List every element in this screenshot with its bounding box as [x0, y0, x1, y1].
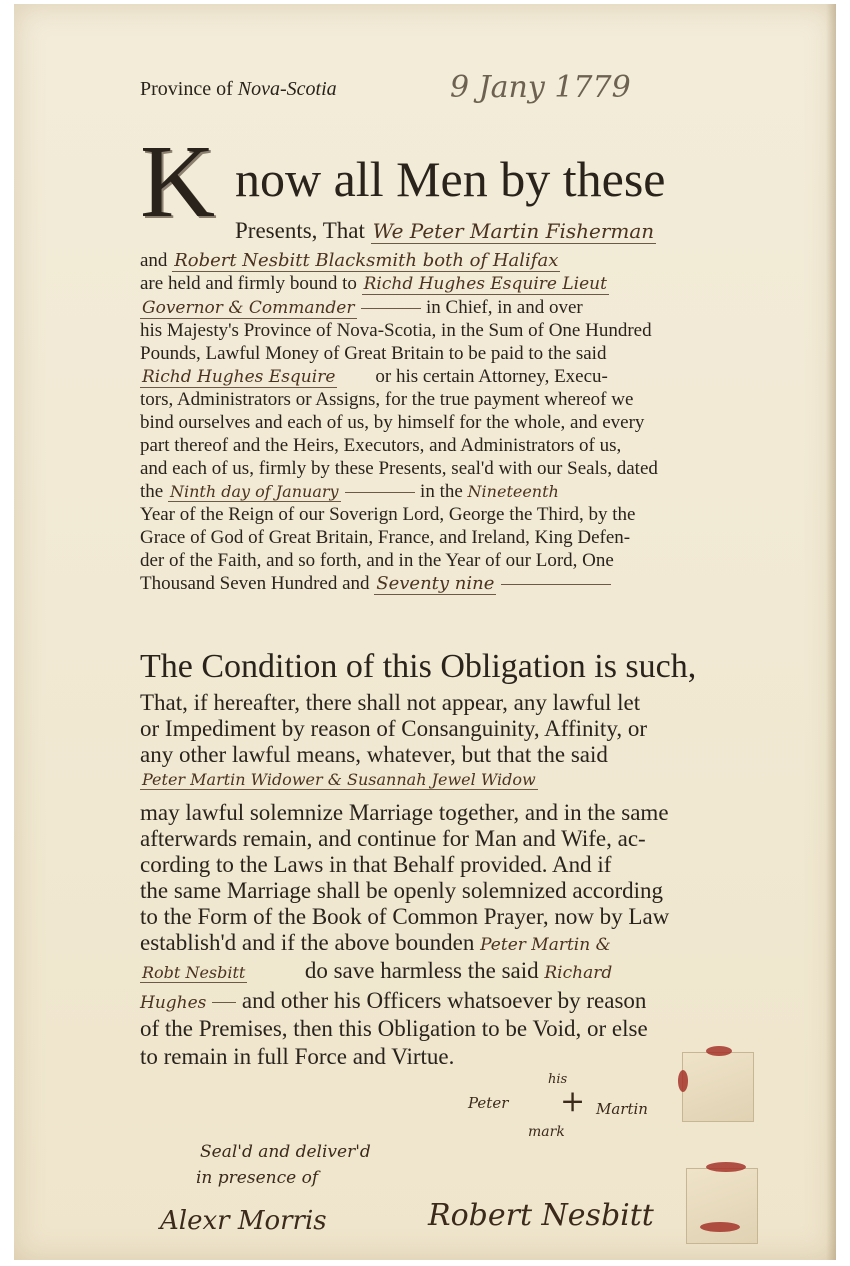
bond-line-13: Year of the Reign of our Soverign Lord, George the Third, by the	[140, 504, 636, 525]
witness-signature: Alexr Morris	[160, 1206, 327, 1236]
date-annotation: 9 Jany 1779	[450, 70, 631, 105]
paper-edge	[826, 4, 836, 1260]
condition-line-5: afterwards remain, and continue for Man and Wife, ac-	[140, 826, 646, 851]
obligee-handwriting: Richd Hughes Esquire Lieut	[363, 274, 607, 294]
date-handwriting: Ninth day of January	[169, 482, 339, 501]
bond-line-7: Richd Hughes Esquire or his certain Attorney, Execu-	[142, 366, 608, 387]
condition-line-7: the same Marriage shall be openly solemnized according	[140, 878, 664, 903]
condition-line-3: any other lawful means, whatever, but that the said	[140, 742, 608, 767]
condition-line-13: to remain in full Force and Virtue.	[140, 1044, 455, 1069]
his-text: his	[548, 1072, 568, 1087]
year-handwriting: Seventy nine	[376, 573, 495, 594]
obligors-handwriting: We Peter Martin Fisherman	[372, 219, 655, 243]
title-heading: now all Men by these	[235, 151, 666, 207]
bounden-handwriting: Peter Martin &	[480, 935, 611, 955]
bond-line-6: Pounds, Lawful Money of Great Britain to be paid to the said	[140, 343, 607, 364]
mark-text: mark	[528, 1124, 565, 1140]
bond-line-1: Presents, That We Peter Martin Fisherman	[235, 218, 655, 243]
bond-line-3: are held and firmly bound to Richd Hughes Esquire Lieut	[140, 273, 607, 294]
bond-line-4: Governor & Commander in Chief, in and over	[142, 297, 583, 318]
peter-signature: Peter	[468, 1094, 509, 1112]
condition-line-2: or Impediment by reason of Consanguinity, Affinity, or	[140, 716, 647, 741]
bond-line-10: part thereof and the Heirs, Executors, and Administrators of us,	[140, 435, 622, 456]
condition-line-8: to the Form of the Book of Common Prayer, now by Law	[140, 904, 670, 929]
bond-line-2: and Robert Nesbitt Blacksmith both of Halifax	[140, 250, 559, 271]
condition-line-10: Robt Nesbitt do save harmless the said Richard	[142, 958, 613, 983]
wax-seal-2	[706, 1162, 746, 1172]
bond-line-14: Grace of God of Great Britain, France, and Ireland, King Defen-	[140, 527, 631, 548]
bounden-handwriting-2: Robt Nesbitt	[142, 963, 246, 982]
bond-line-11: and each of us, firmly by these Presents, seal'd with our Seals, dated	[140, 458, 658, 479]
condition-line-1: That, if hereafter, there shall not appear, any lawful let	[140, 690, 641, 715]
parties-handwriting: Peter Martin Widower & Susannah Jewel Widow	[142, 770, 536, 789]
condition-line-9: establish'd and if the above bounden Peter Martin &	[140, 930, 611, 955]
regnal-year-handwriting: Nineteenth	[467, 482, 559, 501]
seal-tab-1	[682, 1052, 754, 1122]
condition-heading: The Condition of this Obligation is such,	[140, 648, 697, 685]
condition-line-12: of the Premises, then this Obligation to be Void, or else	[140, 1016, 648, 1041]
condition-line-6: cording to the Laws in that Behalf provided. And if	[140, 852, 612, 877]
bond-line-8: tors, Administrators or Assigns, for the true payment whereof we	[140, 389, 634, 410]
mark-cross: +	[560, 1084, 586, 1119]
wax-seal-2b	[700, 1222, 740, 1232]
hughes-handwriting: Hughes	[140, 993, 207, 1013]
sealed-delivered-text: Seal'd and deliver'd	[200, 1142, 371, 1162]
richard-handwriting: Richard	[544, 963, 613, 983]
bond-line-16: Thousand Seven Hundred and Seventy nine	[140, 573, 611, 595]
condition-line-11: Hughes and other his Officers whatsoever by reason	[140, 988, 647, 1013]
obligee-handwriting-2: Governor & Commander	[142, 298, 355, 318]
province-heading	[140, 78, 337, 101]
robert-signature: Robert Nesbitt	[428, 1198, 654, 1233]
condition-line-4: may lawful solemnize Marriage together, and in the same	[140, 800, 669, 825]
bond-line-15: der of the Faith, and so forth, and in the Year of our Lord, One	[140, 550, 614, 571]
province-name: Nova-Scotia	[237, 78, 337, 100]
province-label: Province of	[140, 78, 233, 100]
wax-seal-1	[706, 1046, 732, 1056]
bond-line-9: bind ourselves and each of us, by himself for the whole, and every	[140, 412, 645, 433]
bond-line-12: the Ninth day of January in the Nineteenth	[140, 481, 559, 502]
obligors-handwriting-2: Robert Nesbitt Blacksmith both of Halifax	[174, 250, 559, 271]
obligee-handwriting-3: Richd Hughes Esquire	[142, 367, 336, 387]
in-presence-text: in presence of	[196, 1168, 319, 1188]
martin-signature: Martin	[596, 1100, 648, 1118]
seal-tab-2	[686, 1168, 758, 1244]
title-initial: K	[140, 124, 216, 239]
wax-seal-1b	[678, 1070, 688, 1092]
bond-line-5: his Majesty's Province of Nova-Scotia, in the Sum of One Hundred	[140, 320, 652, 341]
